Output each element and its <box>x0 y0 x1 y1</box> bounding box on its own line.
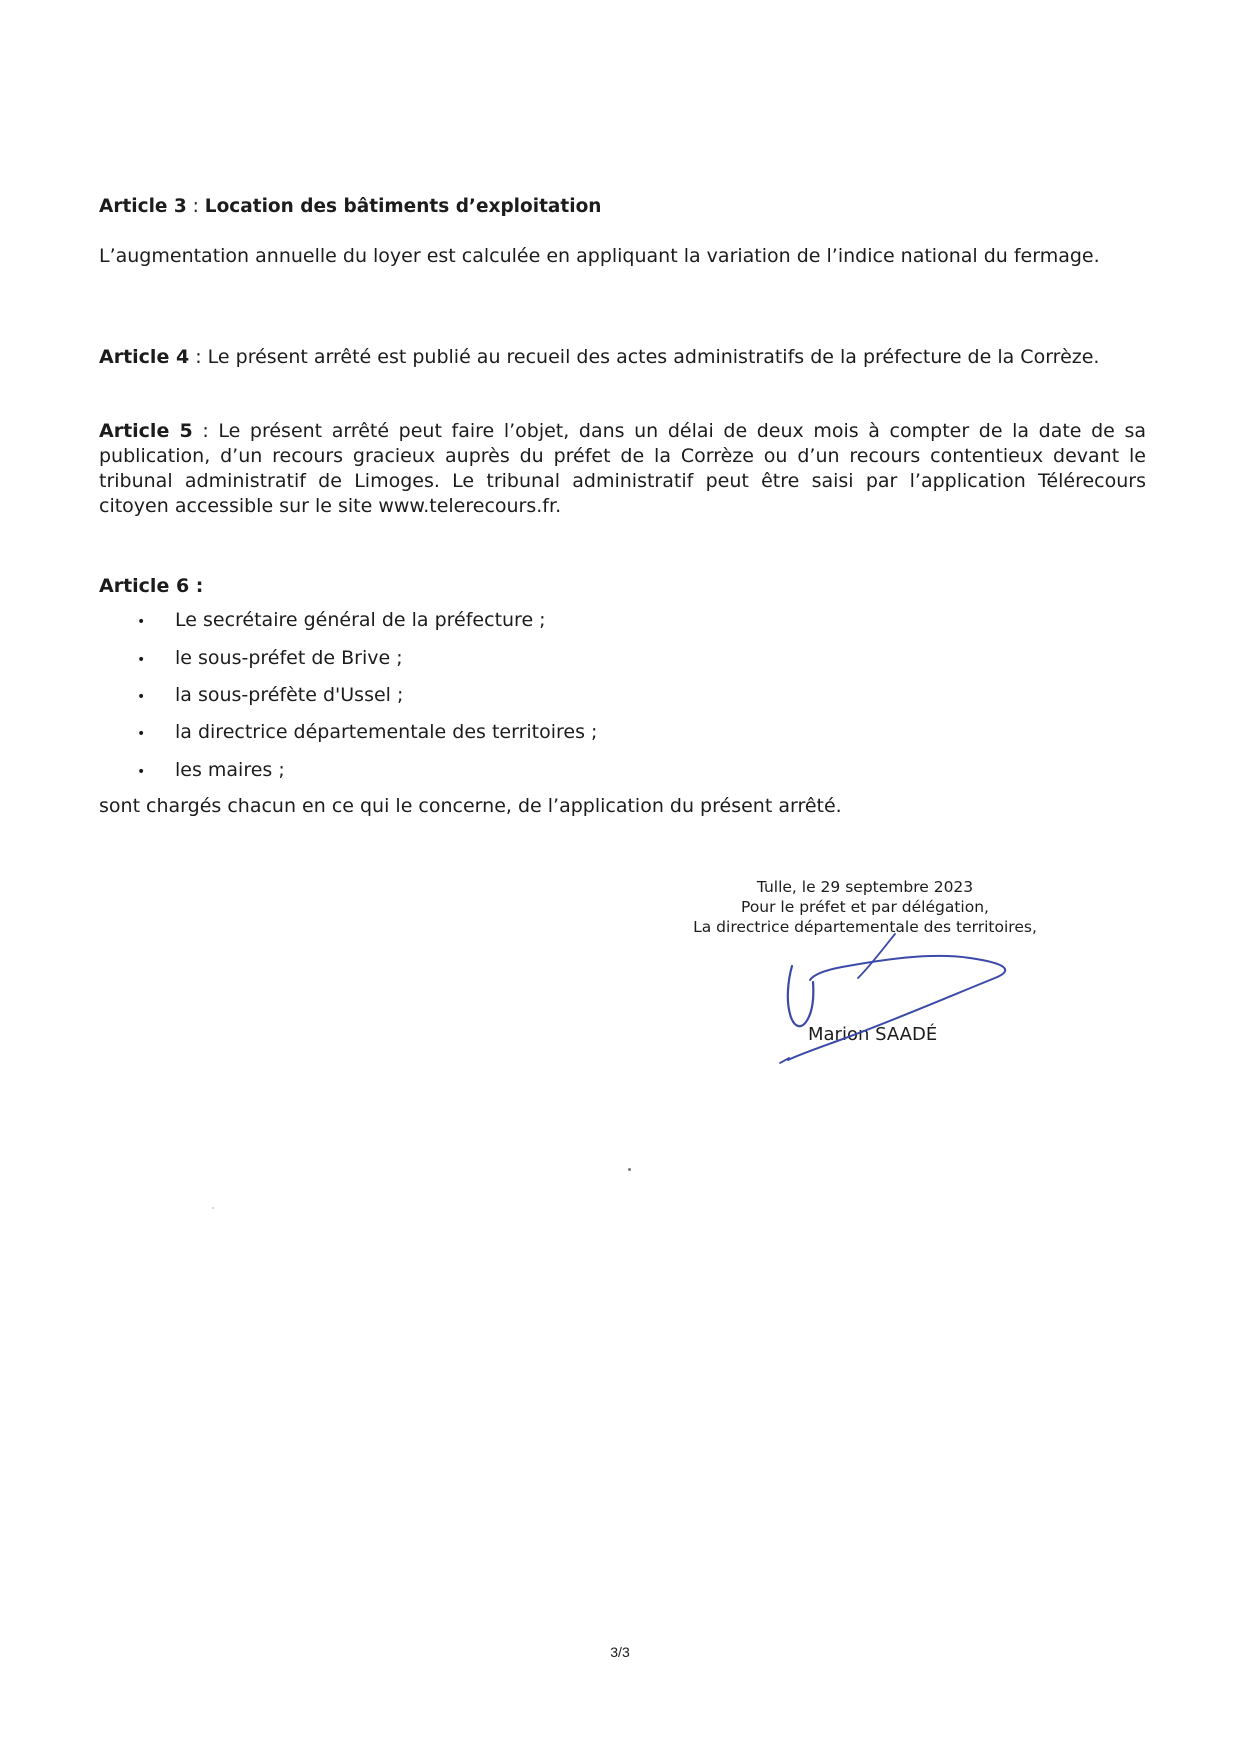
article-5-text: : Le présent arrêté peut faire l’objet, dans un délai de deux mois à compter de la date de sa publication, d’un recours gracieux auprès du préfet de la Corrèze ou d’un recours contentieux devant le tribunal administratif de Limoges. Le tribunal administratif peut être saisi par l’application Télérecours citoyen accessible sur le site www.telerecours.fr. <box>99 420 1146 517</box>
article-4-label: Article 4 <box>99 346 190 368</box>
signer-name: Marion SAADÉ <box>808 1024 938 1045</box>
article-3-heading <box>99 196 601 217</box>
article-4-paragraph <box>99 346 1099 368</box>
handwritten-signature <box>770 930 1030 1065</box>
scan-speck <box>212 1207 214 1209</box>
article-3-title: Location des bâtiments d’exploitation <box>204 196 602 217</box>
list-item: les maires ; <box>175 759 285 781</box>
article-3-label: Article 3 <box>99 196 187 217</box>
list-item: la directrice départementale des territoires ; <box>175 721 598 743</box>
article-6-closing: sont chargés chacun en ce qui le concerne, de l’application du présent arrêté. <box>99 795 842 817</box>
signature-stroke <box>788 956 1005 1060</box>
scan-speck <box>628 1168 631 1171</box>
page-number: 3/3 <box>610 1644 630 1660</box>
list-item: Le secrétaire général de la préfecture ; <box>175 609 546 631</box>
bullet-icon: • <box>137 652 146 668</box>
signature-place-date: Tulle, le 29 septembre 2023 <box>756 878 974 896</box>
list-item: le sous-préfet de Brive ; <box>175 647 403 669</box>
list-item: la sous-préfète d'Ussel ; <box>175 684 404 706</box>
bullet-icon: • <box>137 764 146 780</box>
signature-block <box>640 877 1090 937</box>
article-4-text: : Le présent arrêté est publié au recueil des actes administratifs de la préfecture de la Corrèze. <box>189 346 1100 368</box>
article-5-paragraph <box>99 419 1146 519</box>
bullet-icon: • <box>137 689 146 705</box>
signature-role: La directrice départementale des territoires, <box>693 918 1037 936</box>
bullet-icon: • <box>137 614 146 630</box>
bullet-icon: • <box>137 726 146 742</box>
article-3-separator: : <box>186 196 205 217</box>
article-6-label: Article 6 : <box>99 575 204 597</box>
article-5-label: Article 5 <box>99 420 193 442</box>
signature-stroke <box>788 966 814 1026</box>
article-3-text: L’augmentation annuelle du loyer est calculée en appliquant la variation de l’indice national du fermage. <box>99 245 1100 267</box>
signature-delegation: Pour le préfet et par délégation, <box>741 898 989 916</box>
signature-stroke <box>858 934 895 978</box>
